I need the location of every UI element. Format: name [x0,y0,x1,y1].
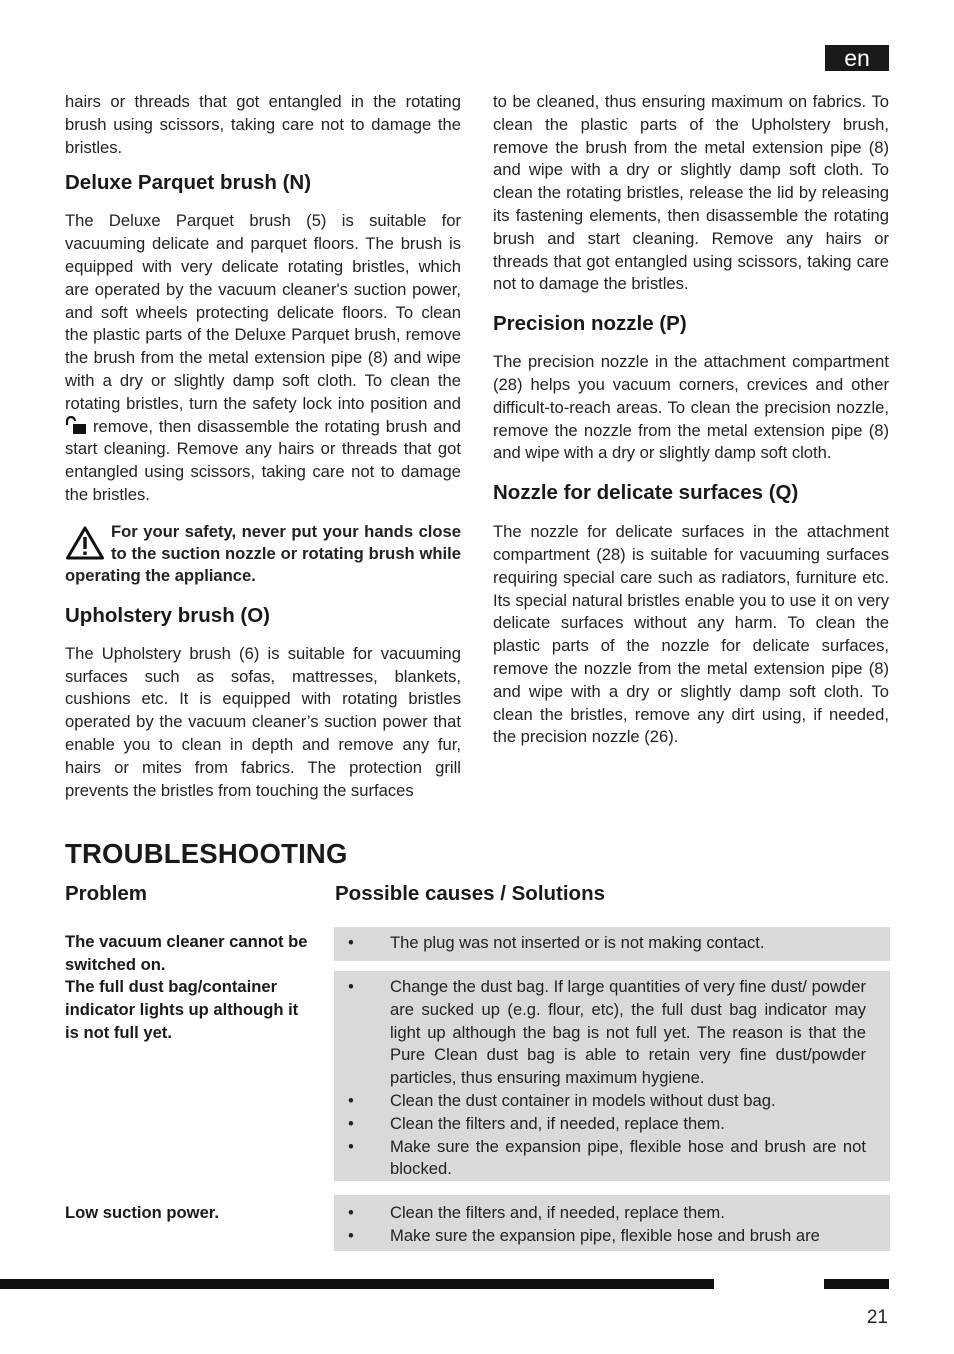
language-tag: en [825,45,889,71]
problem-cell: Low suction power. [65,1203,219,1222]
solution-box [334,1195,890,1251]
footer-rule-left [0,1279,714,1289]
bullet: • [348,1225,354,1245]
solution-item [334,1202,866,1225]
bullet: • [348,977,354,996]
bullet: • [348,1113,354,1133]
footer-rule-right [824,1279,889,1289]
solution-text: Clean the filters and, if needed, replace them. [390,1203,725,1222]
solutions-column-header: Possible causes / Solutions [335,882,606,905]
deluxe-parquet-text-a: The Deluxe Parquet brush (5) is suitable for vacuuming delicate and parquet floors. The brush is equipped with very delicate rotating bristles, which are operated by the vacuum cleaner's suction power, and soft wheels protecting delicate floors. To clean the plastic parts of the Deluxe Parquet brush, remove the brush from the metal extension pipe (8) and wipe with a dry or slightly damp soft cloth. To clean the rotating bristles, turn the safety lock into position and [65,211,461,413]
unlock-icon [65,416,87,434]
section-title-upholstery: Upholstery brush (O) [65,603,271,627]
solution-text: Make sure the expansion pipe, flexible hose and brush are not blocked. [390,1136,866,1179]
delicate-nozzle-paragraph: The nozzle for delicate surfaces in the attachment compartment (28) is suitable for vacuuming surfaces requiring special care such as radiators, furniture etc. Its special natural bristles enable you to use it on very delicate surfaces without any harm. To clean the plastic parts of the nozzle for delicate surfaces, remove the nozzle from the metal extension pipe (8) and wipe with a dry or slightly damp soft cloth. To clean the bristles, remove any dirt using, if needed, the precision nozzle (26). [493,522,889,747]
upholstery-continued-paragraph: to be cleaned, thus ensuring maximum on fabrics. To clean the plastic parts of the Upholstery brush, remove the brush from the metal extension pipe (8) and wipe with a dry or slightly damp soft cloth. To clean the rotating bristles, release the lid by releasing its fastening elements, then disassemble the rotating brush and start cleaning. Remove any hairs or threads that got entangled using scissors, taking care not to damage the bristles. [493,92,889,294]
left-column [65,91,461,802]
solution-text: The plug was not inserted or is not making contact. [390,933,765,952]
solution-item [334,1090,866,1113]
warning-triangle-icon [65,525,105,561]
section-title-deluxe-parquet: Deluxe Parquet brush (N) [65,171,312,195]
precision-nozzle-paragraph: The precision nozzle in the attachment compartment (28) helps you vacuum corners, crevices and other difficult-to-reach areas. To clean the precision nozzle, remove the nozzle from the metal extension pipe (8) and wipe with a dry or slightly damp soft cloth. [493,352,889,463]
solution-item [334,932,866,955]
problem-cell: The full dust bag/container indicator lights up although it is not full yet. [65,977,299,1042]
page-number: 21 [866,1307,888,1328]
solution-item [334,1113,866,1136]
intro-paragraph: hairs or threads that got entangled in the rotating brush using scissors, taking care not to damage the bristles. [65,92,461,157]
solution-text: Clean the filters and, if needed, replace them. [390,1113,725,1133]
section-title-delicate-nozzle: Nozzle for delicate surfaces (Q) [493,481,799,505]
solution-item [334,1136,866,1182]
solution-text: Make sure the expansion pipe, flexible hose and brush are [390,1225,820,1245]
solution-item [334,1225,866,1248]
bullet: • [348,1090,354,1110]
solution-box [334,971,890,1181]
warning-text: For your safety, never put your hands close to the suction nozzle or rotating brush while operating the appliance. [65,521,461,585]
bullet: • [348,1203,354,1222]
safety-warning [65,521,461,587]
problem-cell: The vacuum cleaner cannot be switched on. [65,932,308,974]
right-column [493,91,889,749]
solution-item [334,976,866,1090]
deluxe-parquet-text-b: remove, then disassemble the rotating brush and start cleaning. Remove any hairs or threads that got entangled using scissors, taking care not to damage the bristles. [65,416,461,504]
solution-text: Clean the dust container in models without dust bag. [390,1090,776,1110]
deluxe-parquet-paragraph [65,210,461,506]
problem-column-header: Problem [65,882,148,905]
upholstery-paragraph: The Upholstery brush (6) is suitable for vacuuming surfaces such as sofas, mattresses, blankets, cushions etc. It is equipped with rotating bristles operated by the vacuum cleaner’s suction power that enable you to clean in depth and remove any fur, hairs or mites from fabrics. The protection grill prevents the bristles from touching the surfaces [65,643,461,800]
bullet: • [348,1136,354,1156]
solution-box [334,927,890,961]
solution-text: Change the dust bag. If large quantities of very fine dust/ powder are sucked up (e.g. flour, etc), the full dust bag indicator may light up although the bag is not full yet. The reason is that the Pure Clean dust bag is able to retain very fine dust/powder particles, thus ensuring maximum hygiene. [390,977,866,1088]
troubleshooting-title: TROUBLESHOOTING [65,838,348,869]
bullet: • [348,933,354,952]
section-title-precision-nozzle: Precision nozzle (P) [493,312,687,336]
